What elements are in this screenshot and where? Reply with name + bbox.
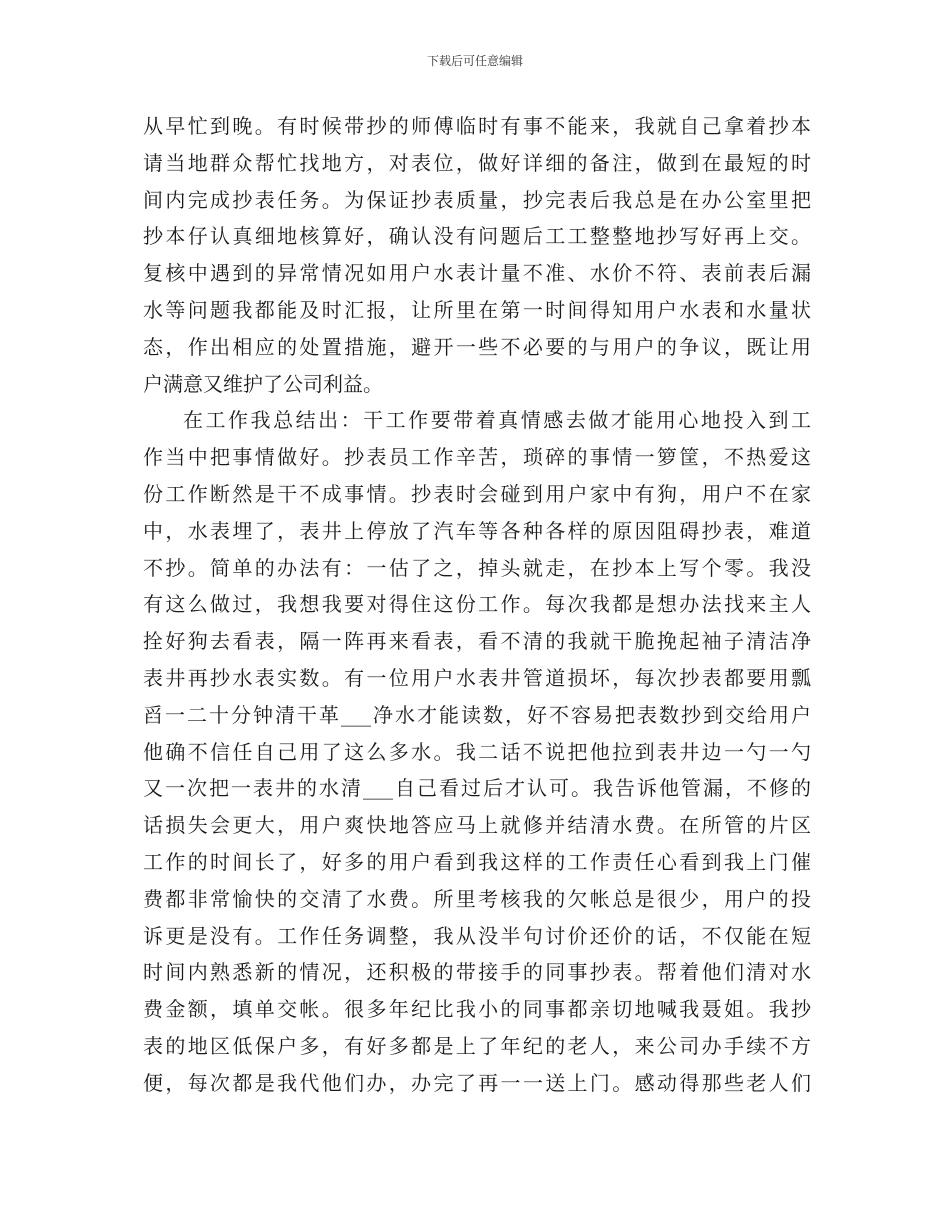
text-line: 他确不信任自己用了这么多水。我二话不说把他拉到表井边一勺一勺: [143, 739, 811, 764]
text-line: 时间内熟悉新的情况，还积极的带接手的同事抄表。帮着他们清对水: [143, 960, 811, 985]
text-line: 舀一二十分钟清干革___净水才能读数，好不容易把表数抄到交给用户: [143, 702, 811, 727]
text-line: 态，作出相应的处置措施，避开一些不必要的与用户的争议，既让用: [143, 334, 811, 359]
text-line: 户满意又维护了公司利益。: [143, 371, 383, 396]
text-line: 作当中把事情做好。抄表员工作辛苦，琐碎的事情一箩筐，不热爱这: [143, 445, 811, 470]
paragraph-2: [143, 402, 811, 1101]
text-line: 又一次把一表井的水清___自己看过后才认可。我告诉他管漏，不修的: [143, 776, 811, 801]
text-line: 表的地区低保户多，有好多都是上了年纪的老人，来公司办手续不方: [143, 1033, 811, 1058]
text-line: 工作的时间长了，好多的用户看到我这样的工作责任心看到我上门催: [143, 849, 811, 874]
text-line: 便，每次都是我代他们办，办完了再一一送上门。感动得那些老人们: [143, 1070, 811, 1095]
page-header: 下载后可任意编辑: [426, 54, 523, 68]
text-line: 拴好狗去看表，隔一阵再来看表，看不清的我就干脆挽起袖子清洁净: [143, 629, 811, 654]
text-line: 份工作断然是干不成事情。抄表时会碰到用户家中有狗，用户不在家: [143, 481, 811, 506]
text-line: 抄本仔认真细地核算好，确认没有问题后工工整整地抄写好再上交。: [143, 224, 811, 249]
text-line: 从早忙到晚。有时候带抄的师傅临时有事不能来，我就自己拿着抄本: [143, 114, 811, 138]
text-line: 费金额，填单交帐。很多年纪比我小的同事都亲切地喊我聂姐。我抄: [143, 997, 811, 1022]
text-line: 诉更是没有。工作任务调整，我从没半句讨价还价的话，不仅能在短: [143, 923, 811, 948]
document-body: [143, 108, 811, 1102]
text-line: 不抄。简单的办法有：一估了之，掉头就走，在抄本上写个零。我没: [143, 555, 811, 580]
text-line: 复核中遇到的异常情况如用户水表计量不准、水价不符、表前表后漏: [143, 261, 811, 286]
text-line: 间内完成抄表任务。为保证抄表质量，抄完表后我总是在办公室里把: [143, 187, 811, 212]
text-line: 在工作我总结出：干工作要带着真情感去做才能用心地投入到工: [183, 408, 811, 433]
text-line: 有这么做过，我想我要对得住这份工作。每次我都是想办法找来主人: [143, 592, 811, 617]
paragraph-1: [143, 108, 811, 402]
text-line: 水等问题我都能及时汇报，让所里在第一时间得知用户水表和水量状: [143, 297, 811, 322]
text-line: 费都非常愉快的交清了水费。所里考核我的欠帐总是很少，用户的投: [143, 886, 811, 911]
text-line: 请当地群众帮忙找地方，对表位，做好详细的备注，做到在最短的时: [143, 150, 811, 175]
text-line: 中，水表埋了，表井上停放了汽车等各种各样的原因阻碍抄表，难道: [143, 518, 811, 543]
text-line: 表井再抄水表实数。有一位用户水表井管道损坏，每次抄表都要用瓢: [143, 665, 811, 690]
text-line: 话损失会更大，用户爽快地答应马上就修并结清水费。在所管的片区: [143, 813, 811, 838]
